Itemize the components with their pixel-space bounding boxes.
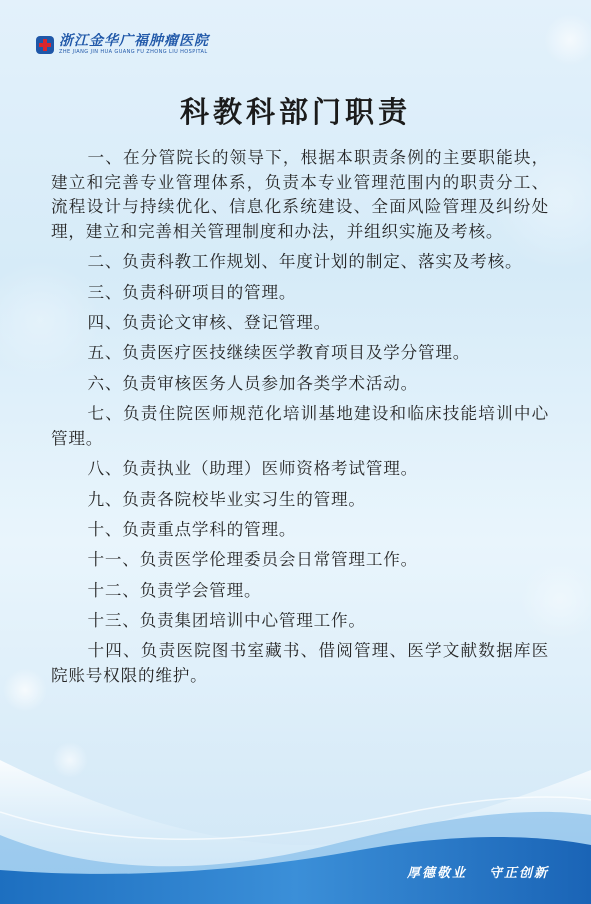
footer-motto — [407, 862, 549, 881]
logo-text — [59, 34, 209, 56]
duty-item: 四、负责论文审核、登记管理。 — [87, 312, 332, 332]
duty-item: 十、负责重点学科的管理。 — [87, 519, 297, 539]
duty-item: 二、负责科教工作规划、年度计划的制定、落实及考核。 — [87, 252, 523, 272]
duty-item: 六、负责审核医务人员参加各类学术活动。 — [87, 373, 418, 393]
duty-item: 九、负责各院校毕业实习生的管理。 — [87, 489, 366, 509]
duty-item: 三、负责科研项目的管理。 — [87, 282, 297, 302]
duty-item: 八、负责执业（助理）医师资格考试管理。 — [87, 459, 418, 479]
duty-item: 十二、负责学会管理。 — [87, 580, 262, 600]
duty-item: 十一、负责医学伦理委员会日常管理工作。 — [87, 550, 418, 570]
motto-left: 厚德敬业 — [406, 866, 467, 881]
hospital-cross-logo-icon — [36, 36, 54, 54]
duty-item: 十三、负责集团培训中心管理工作。 — [87, 611, 366, 631]
hospital-name: 浙江金华广福肿瘤医院 — [59, 33, 209, 49]
hospital-logo — [36, 34, 209, 56]
duty-item: 十四、负责医院图书室藏书、借阅管理、医学文献数据库医院账号权限的维护。 — [51, 641, 549, 686]
hospital-name-en: ZHE JIANG JIN HUA GUANG FU ZHONG LIU HOSPITAL — [59, 49, 208, 55]
page-title: 科教科部门职责 — [179, 95, 411, 129]
duty-item: 五、负责医疗医技继续医学教育项目及学分管理。 — [87, 343, 471, 363]
duty-item: 一、在分管院长的领导下，根据本职责条例的主要职能块，建立和完善专业管理体系，负责本专业管理范围内的职责分工、流程设计与持续优化、信息化系统建设、全面风险管理及纠纷处理，建立和完善相关管理制度和办法，并组织实施及考核。 — [51, 148, 549, 241]
motto-right: 守正创新 — [488, 866, 549, 881]
duty-item: 七、负责住院医师规范化培训基地建设和临床技能培训中心管理。 — [51, 404, 549, 448]
duties-list — [51, 146, 549, 694]
